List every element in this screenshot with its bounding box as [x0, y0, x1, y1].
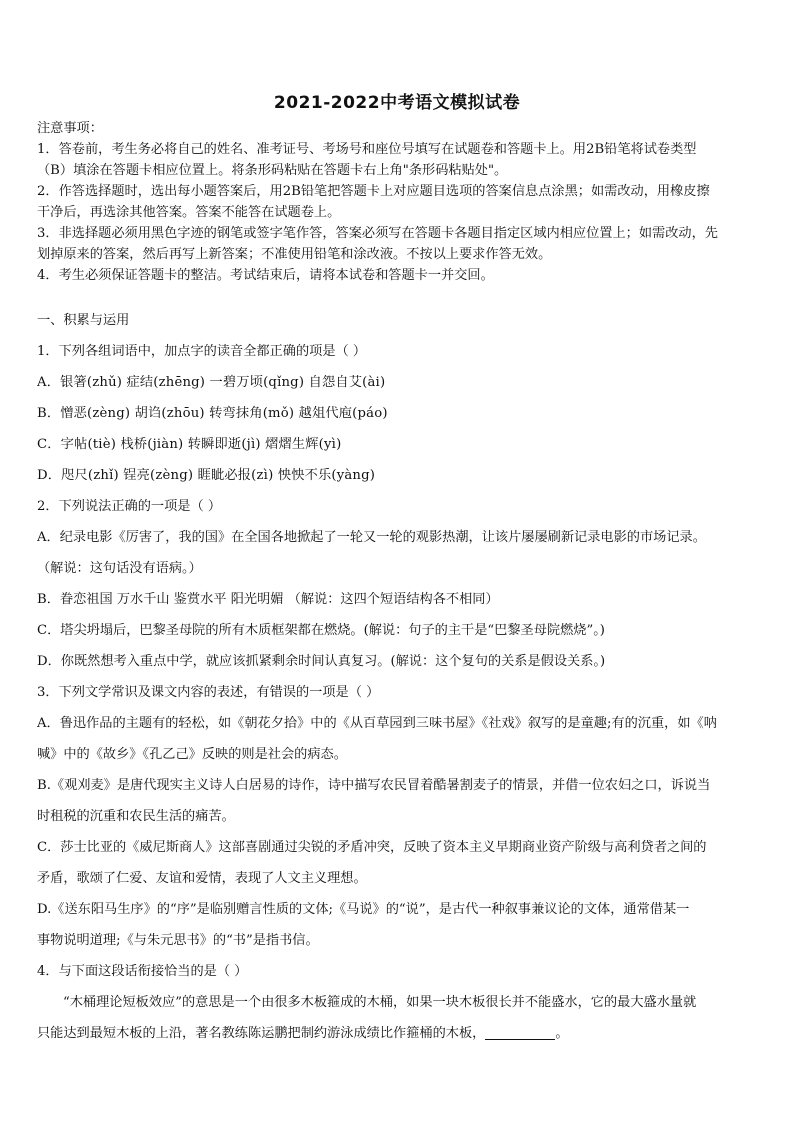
question-3-line: 事物说明道理;《与朱元思书》的“书”是指书信。 [37, 933, 319, 948]
question-3-line: B.《观刈麦》是唐代现实主义诗人白居易的诗作，诗中描写农民冒着酷暑割麦子的情景，并借一位农妇之口，诉说当 [37, 778, 711, 793]
section-heading: 一、积累与运用 [37, 313, 130, 328]
question-3-stem: 3．下列文学常识及课文内容的表述，有错误的一项是（ ） [37, 685, 380, 700]
question-2-stem: 2．下列说法正确的一项是（ ） [37, 499, 222, 514]
notice-line: 1．答卷前，考生务必将自己的姓名、准考证号、考场号和座位号填写在试题卷和答题卡上。用2B铅笔将试卷类型 [37, 142, 697, 157]
exam-title: 2021-2022中考语文模拟试卷 [273, 93, 521, 113]
question-4-text: 只能达到最短木板的上沿，著名教练陈运鹏把制约游泳成绩比作箍桶的木板， [37, 1026, 486, 1041]
notice-line: 3．非选择题必须用黑色字迹的钢笔或签字笔作答，答案必须写在答题卡各题目指定区域内相应位置上；如需改动，先 [37, 226, 718, 241]
question-3-line: A．鲁迅作品的主题有的轻松，如《朝花夕拾》中的《从百草园到三味书屋》《社戏》叙写的是童趣;有的沉重，如《呐 [37, 716, 717, 731]
question-1-option-d: D．咫尺(zhǐ) 锃亮(zèng) 睚眦必报(zì) 怏怏不乐(yàng) [37, 468, 376, 483]
question-2-line: C．塔尖坍塌后，巴黎圣母院的所有木质框架都在燃烧。(解说：句子的主干是“巴黎圣母院燃烧”。) [37, 623, 605, 638]
notice-line: 4．考生必须保证答题卡的整洁。考试结束后，请将本试卷和答题卡一并交回。 [37, 268, 494, 283]
notice-heading: 注意事项： [37, 121, 103, 136]
question-4-stem: 4．与下面这段话衔接恰当的是（ ） [37, 964, 248, 979]
question-4-period: 。 [555, 1026, 569, 1041]
notice-block [37, 118, 759, 286]
question-2-line: A．纪录电影《厉害了，我的国》在全国各地掀起了一轮又一轮的观影热潮，让该片屡屡刷新记录电影的市场记录。 [37, 530, 706, 545]
notice-line: （B）填涂在答题卡相应位置上。将条形码粘贴在答题卡右上角"条形码粘贴处"。 [37, 163, 508, 178]
notice-line: 干净后，再选涂其他答案。答案不能答在试题卷上。 [37, 205, 341, 220]
question-4-paragraph: “木桶理论短板效应”的意思是一个由很多木板箍成的木桶，如果一块木板很长并不能盛水，它的最大盛水量就 [63, 995, 697, 1010]
question-1-option-c: C．字帖(tiè) 栈桥(jiàn) 转瞬即逝(jì) 熠熠生辉(yì) [37, 437, 342, 452]
answer-blank[interactable] [485, 1025, 555, 1040]
section-accumulation [37, 305, 759, 1049]
question-3-line: D.《送东阳马生序》的“序”是临别赠言性质的文体;《马说》的“说”，是古代一种叙事兼议论的文体，通常借某一 [37, 902, 690, 917]
question-2-line: B．眷恋祖国 万水千山 鉴赏水平 阳光明媚 （解说：这四个短语结构各不相同） [37, 592, 499, 607]
question-1-option-a: A．银箸(zhǔ) 症结(zhēng) 一碧万顷(qǐng) 自怨自艾(ài) [37, 375, 386, 390]
notice-line: 划掉原来的答案，然后再写上新答案；不准使用铅笔和涂改液。不按以上要求作答无效。 [37, 247, 552, 262]
notice-line: 2．作答选择题时，选出每小题答案后，用2B铅笔把答题卡上对应题目选项的答案信息点涂黑；如需改动，用橡皮擦 [37, 184, 710, 199]
question-1-option-b: B．憎恶(zèng) 胡诌(zhōu) 转弯抹角(mǒ) 越俎代庖(páo) [37, 406, 388, 421]
question-2-line: （解说：这句话没有语病。） [37, 561, 202, 576]
question-3-line: 时租税的沉重和农民生活的痛苦。 [37, 809, 235, 824]
question-3-line: 喊》中的《故乡》《孔乙己》反映的则是社会的病态。 [37, 747, 347, 762]
question-4-paragraph-end [37, 1018, 759, 1049]
question-2-line: D．你既然想考入重点中学，就应该抓紧剩余时间认真复习。(解说：这个复句的关系是假设关系。) [37, 654, 606, 669]
question-3-line: C．莎士比亚的《威尼斯商人》这部喜剧通过尖锐的矛盾冲突，反映了资本主义早期商业资产阶级与高利贷者之间的 [37, 840, 707, 855]
question-3-line: 矛盾，歌颂了仁爱、友谊和爱情，表现了人文主义理想。 [37, 871, 367, 886]
question-1-stem: 1．下列各组词语中，加点字的读音全都正确的项是（ ） [37, 344, 367, 359]
